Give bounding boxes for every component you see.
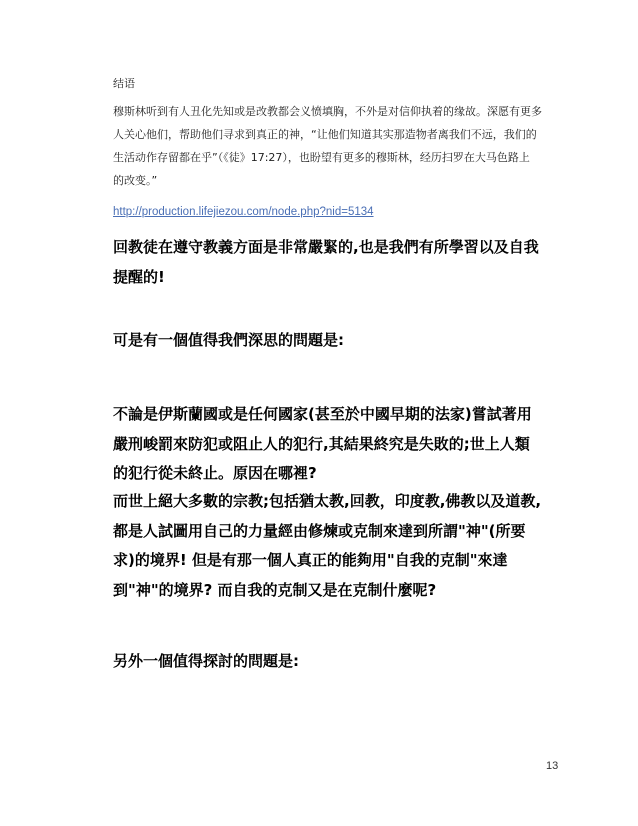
statement-line: 回教徒在遵守教義方面是非常嚴緊的,也是我們有所學習以及自我 — [113, 238, 539, 256]
question-two-line: 都是人試圖用自己的力量經由修煉或克制來達到所謂"神"(所要 — [113, 521, 526, 540]
paragraph-line: 生活动作存留都在乎”（《徒》17:27），也盼望有更多的穆斯林，经历扫罗在大马色路上 — [113, 151, 530, 164]
question-two-line: 到"神"的境界? 而自我的克制又是在克制什麼呢? — [113, 580, 437, 599]
question-two-block — [113, 487, 583, 605]
question-one-line: 不論是伊斯蘭國或是任何國家(甚至於中國早期的法家)嘗試著用 — [113, 405, 532, 423]
statement-block — [113, 232, 583, 292]
question-two-line: 而世上絕大多數的宗教;包括猶太教,回教，印度教,佛教以及道教, — [113, 492, 542, 510]
question-intro: 可是有一個值得我們深思的問題是: — [113, 331, 345, 349]
another-question-block — [113, 646, 583, 676]
another-question: 另外一個值得探討的問題是: — [113, 652, 299, 670]
question-two-line: 求)的境界! 但是有那一個人真正的能夠用"自我的克制"來達 — [113, 551, 508, 569]
question-intro-block — [113, 325, 583, 355]
source-link[interactable]: http://production.lifejiezou.com/node.php?nid=5134 — [113, 206, 374, 218]
page-number: 13 — [546, 760, 559, 772]
statement-line: 提醒的! — [113, 268, 165, 286]
question-one-block — [113, 400, 583, 489]
conclusion-paragraph — [113, 100, 573, 192]
paragraph-line: 的改变。” — [113, 174, 158, 187]
question-one-line: 嚴刑峻罰來防犯或阻止人的犯行,其結果終究是失敗的;世上人類 — [113, 434, 530, 453]
paragraph-line: 人关心他们，帮助他们寻求到真正的神，“让他们知道其实那造物者离我们不远，我们的 — [113, 128, 537, 141]
conclusion-heading: 结语 — [113, 77, 135, 90]
paragraph-line: 穆斯林听到有人丑化先知或是改教都会义愤填胸，不外是对信仰执着的缘故。深愿有更多 — [113, 105, 542, 118]
question-one-line: 的犯行從未終止。原因在哪裡? — [113, 464, 317, 482]
